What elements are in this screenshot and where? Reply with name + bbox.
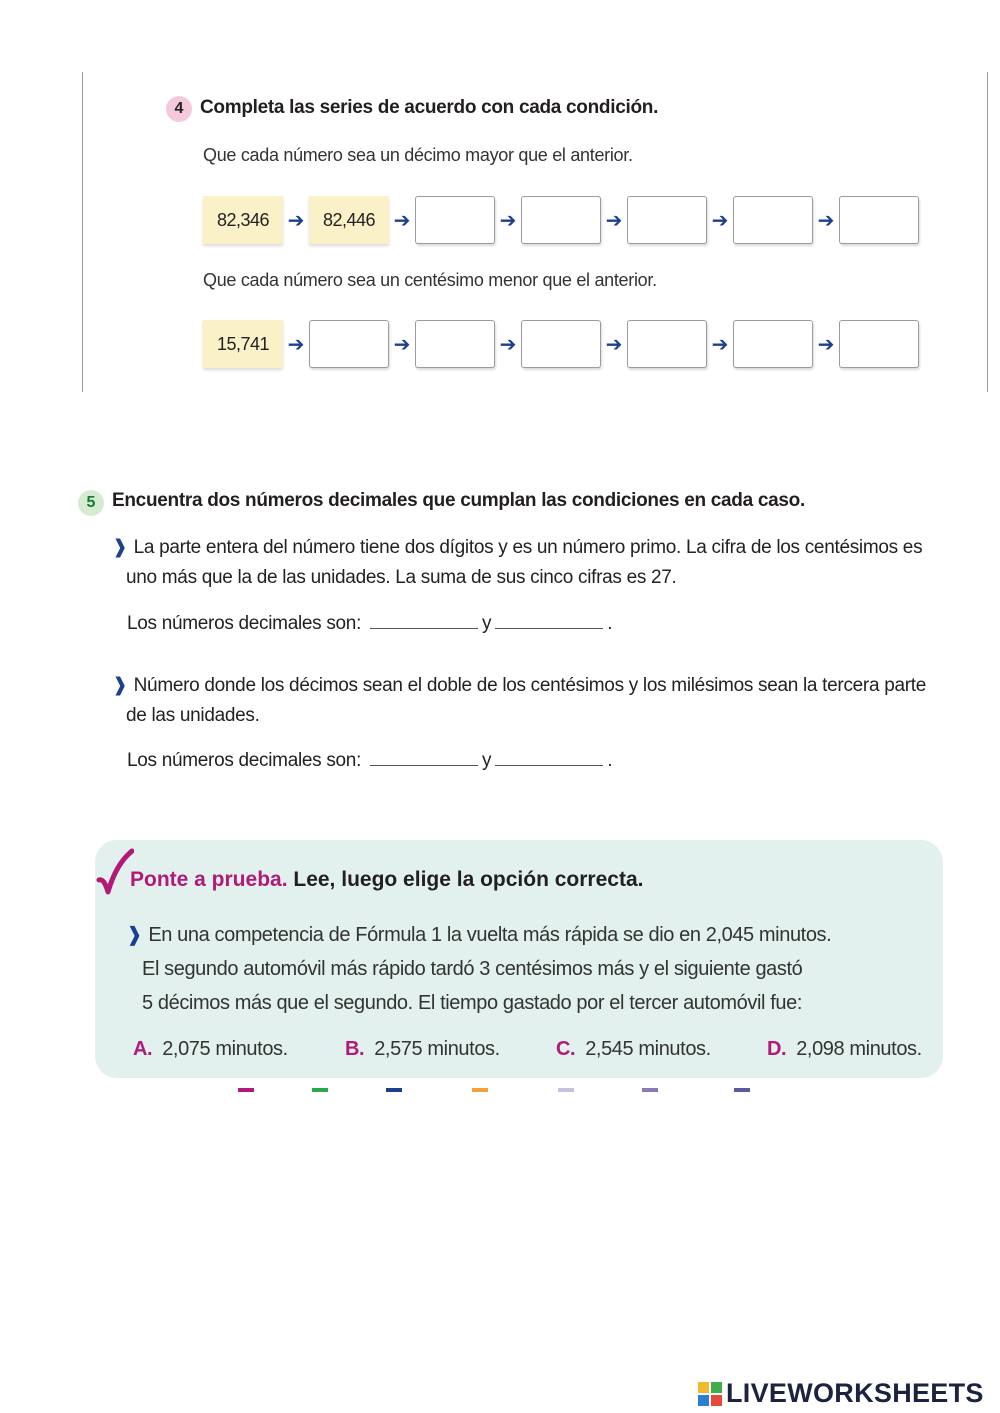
answer-blank-2b[interactable] bbox=[495, 751, 603, 766]
item-2-line-1: Número donde los décimos sean el doble de los centésimos y los milésimos sean la tercera parte bbox=[133, 675, 926, 696]
right-arrow-icon: ➔ bbox=[393, 333, 411, 356]
series-1-input[interactable] bbox=[839, 196, 919, 244]
option-text: 2,075 minutos. bbox=[162, 1038, 288, 1060]
option-letter: B. bbox=[345, 1038, 365, 1060]
option-d[interactable] bbox=[767, 1038, 922, 1061]
test-title bbox=[130, 868, 643, 892]
series-1-cell: 82,446 bbox=[309, 196, 389, 244]
right-arrow-icon: ➔ bbox=[817, 209, 835, 232]
answer-blank-1b[interactable] bbox=[495, 614, 603, 629]
test-line-3: 5 décimos más que el segundo. El tiempo gastado por el tercer automóvil fue: bbox=[142, 992, 802, 1014]
option-c[interactable] bbox=[556, 1038, 711, 1061]
exercise-4-number: 4 bbox=[166, 96, 192, 122]
right-arrow-icon: ➔ bbox=[287, 333, 305, 356]
right-arrow-icon: ➔ bbox=[711, 209, 729, 232]
liveworksheets-logo bbox=[698, 1378, 984, 1409]
series-1-input[interactable] bbox=[415, 196, 495, 244]
test-line-1: En una competencia de Fórmula 1 la vuelta más rápida se dio en 2,045 minutos. bbox=[148, 924, 832, 946]
series-2-row bbox=[203, 318, 919, 370]
series-1-cell: 82,346 bbox=[203, 196, 283, 244]
bullet-icon: ❱ bbox=[112, 675, 128, 696]
right-arrow-icon: ➔ bbox=[605, 333, 623, 356]
right-frame-line bbox=[987, 72, 988, 392]
option-letter: D. bbox=[767, 1038, 787, 1060]
series-2-input[interactable] bbox=[733, 320, 813, 368]
series-2-input[interactable] bbox=[415, 320, 495, 368]
right-arrow-icon: ➔ bbox=[287, 209, 305, 232]
bullet-icon: ❱ bbox=[112, 537, 128, 558]
series-2-instruction: Que cada número sea un centésimo menor que el anterior. bbox=[203, 270, 657, 290]
right-arrow-icon: ➔ bbox=[605, 209, 623, 232]
option-text: 2,545 minutos. bbox=[585, 1038, 711, 1060]
answer-joiner: y bbox=[482, 750, 492, 771]
option-letter: C. bbox=[556, 1038, 576, 1060]
bullet-icon: ❱ bbox=[126, 924, 143, 946]
item-2-line-2: de las unidades. bbox=[126, 705, 260, 726]
answer-end: . bbox=[607, 613, 613, 634]
answer-blank-1a[interactable] bbox=[370, 614, 478, 629]
series-2-input[interactable] bbox=[627, 320, 707, 368]
answer-label: Los números decimales son: bbox=[127, 613, 362, 634]
test-line-2: El segundo automóvil más rápido tardó 3 centésimos más y el siguiente gastó bbox=[142, 958, 803, 980]
decorative-mark bbox=[312, 1088, 328, 1092]
test-title-accent: Ponte a prueba. bbox=[130, 868, 288, 891]
test-title-rest: Lee, luego elige la opción correcta. bbox=[293, 868, 644, 891]
left-frame-line bbox=[82, 72, 83, 392]
item-1-line-1: La parte entera del número tiene dos dígitos y es un número primo. La cifra de los centésimos es bbox=[133, 537, 923, 558]
series-1-row bbox=[203, 194, 919, 246]
option-text: 2,575 minutos. bbox=[374, 1038, 500, 1060]
decorative-mark bbox=[734, 1088, 750, 1092]
exercise-5-title: Encuentra dos números decimales que cumplan las condiciones en cada caso. bbox=[112, 490, 805, 511]
logo-text: LIVEWORKSHEETS bbox=[726, 1378, 984, 1408]
exercise-4-title: Completa las series de acuerdo con cada condición. bbox=[200, 97, 659, 118]
checkmark-icon bbox=[96, 848, 134, 898]
answer-label: Los números decimales son: bbox=[127, 750, 362, 771]
decorative-mark bbox=[238, 1088, 254, 1092]
exercise-5-number: 5 bbox=[78, 490, 104, 516]
option-text: 2,098 minutos. bbox=[796, 1038, 922, 1060]
exercise-5-item-1 bbox=[112, 533, 922, 593]
right-arrow-icon: ➔ bbox=[711, 333, 729, 356]
decorative-mark bbox=[642, 1088, 658, 1092]
series-1-input[interactable] bbox=[521, 196, 601, 244]
series-1-input[interactable] bbox=[627, 196, 707, 244]
test-question bbox=[126, 918, 831, 1020]
option-b[interactable] bbox=[345, 1038, 500, 1061]
decorative-mark bbox=[386, 1088, 402, 1092]
answer-line-1 bbox=[127, 613, 612, 635]
series-2-input[interactable] bbox=[839, 320, 919, 368]
logo-icon bbox=[698, 1382, 722, 1406]
right-arrow-icon: ➔ bbox=[393, 209, 411, 232]
series-1-input[interactable] bbox=[733, 196, 813, 244]
series-2-cell: 15,741 bbox=[203, 320, 283, 368]
option-letter: A. bbox=[133, 1038, 153, 1060]
item-1-line-2: uno más que la de las unidades. La suma de sus cinco cifras es 27. bbox=[126, 567, 677, 588]
answer-end: . bbox=[607, 750, 613, 771]
answer-blank-2a[interactable] bbox=[370, 751, 478, 766]
decorative-mark bbox=[558, 1088, 574, 1092]
right-arrow-icon: ➔ bbox=[499, 209, 517, 232]
series-2-input[interactable] bbox=[309, 320, 389, 368]
option-a[interactable] bbox=[133, 1038, 288, 1061]
series-1-instruction: Que cada número sea un décimo mayor que el anterior. bbox=[203, 145, 633, 165]
answer-joiner: y bbox=[482, 613, 492, 634]
answer-line-2 bbox=[127, 750, 612, 772]
series-2-input[interactable] bbox=[521, 320, 601, 368]
right-arrow-icon: ➔ bbox=[499, 333, 517, 356]
right-arrow-icon: ➔ bbox=[817, 333, 835, 356]
decorative-mark bbox=[472, 1088, 488, 1092]
exercise-5-item-2 bbox=[112, 671, 926, 731]
